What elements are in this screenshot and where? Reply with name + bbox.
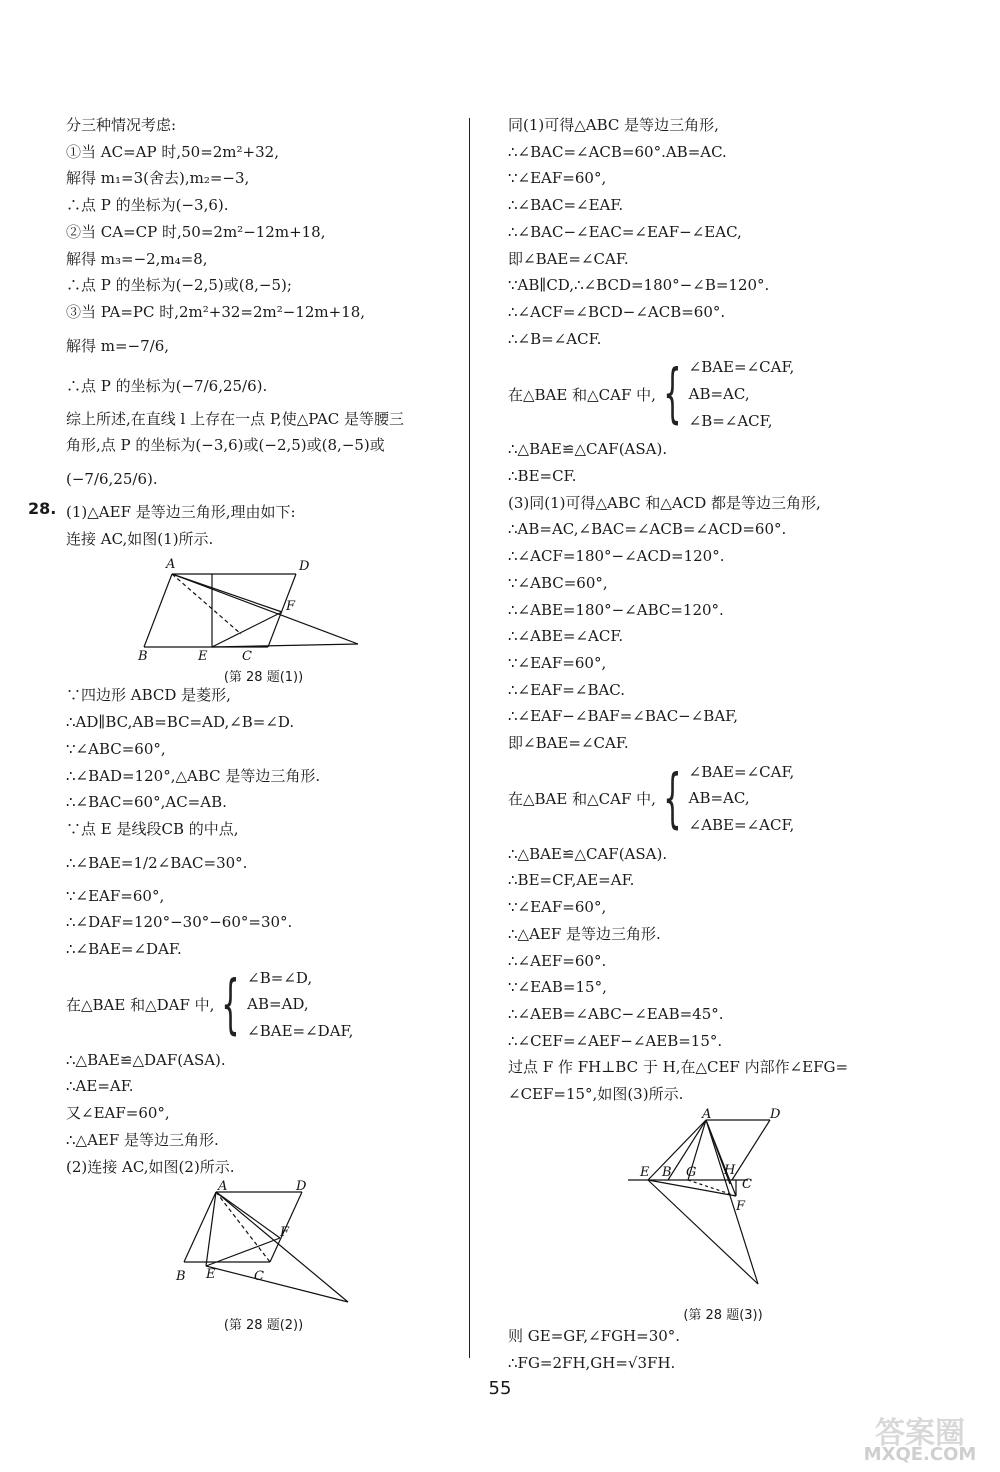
point-label-f: F (736, 1198, 746, 1214)
point-label-b: B (138, 649, 148, 663)
solution-line: ∵AB∥CD,∴∠BCD=180°−∠B=120°. (508, 276, 770, 295)
solution-line: ∵四边形 ABCD 是菱形, (66, 686, 231, 705)
solution-line: (3)同(1)可得△ABC 和△ACD 都是等边三角形, (508, 493, 821, 512)
solution-lines (66, 682, 461, 842)
point-label-a: A (702, 1107, 712, 1122)
solution-line: 解得 m₁=3(舍去),m₂=−3, (66, 169, 250, 188)
summary-line: 综上所述,在直线 l 上存在一点 P,使△PAC 是等腰三 (66, 409, 405, 428)
system-item: AB=AC, (688, 789, 750, 808)
solution-line: ∵∠EAF=60°, (508, 169, 607, 188)
solution-line: ∵∠ABC=60°, (508, 573, 608, 592)
point-label-e: E (206, 1267, 216, 1283)
solution-line: ∴∠EAF=∠BAC. (508, 680, 626, 699)
question-line: (1)△AEF 是等边三角形,理由如下: (66, 503, 296, 522)
solution-line: ∴BE=CF,AE=AF. (508, 871, 635, 890)
solution-line: ∴点 P 的坐标为(−2,5)或(8,−5); (66, 276, 292, 295)
page-number: 55 (488, 1378, 512, 1399)
solution-line: ∵∠EAF=60°, (66, 886, 165, 905)
solution-lines (66, 112, 461, 326)
watermark-logo (850, 1408, 990, 1468)
solution-line: ∴△BAE≌△CAF(ASA). (508, 844, 668, 863)
brace-icon: { (663, 761, 682, 836)
solution-line: (2)连接 AC,如图(2)所示. (66, 1157, 235, 1176)
solution-line: 分三种情况考虑: (66, 116, 177, 134)
summary-line: (−7/6,25/6). (66, 470, 158, 489)
system-item: AB=AC, (688, 384, 750, 403)
system-lead: 在△BAE 和△DAF 中, (66, 996, 215, 1015)
solution-line: ∴∠AEB=∠ABC−∠EAB=45°. (508, 1004, 724, 1023)
point-label-h: H (724, 1162, 736, 1178)
solution-line: ∴∠DAF=120°−30°−60°=30°. (66, 913, 293, 932)
point-label-c: C (254, 1269, 264, 1285)
solution-line: ∴点 P 的坐标为(−7/6,25/6). (66, 376, 268, 395)
point-label-d: D (770, 1107, 781, 1122)
solution-line: ∴△BAE≌△CAF(ASA). (508, 440, 668, 459)
system-item: AB=AD, (247, 995, 309, 1014)
system-item: ∠BAE=∠CAF, (688, 358, 795, 377)
solution-line: ∴∠BAC=60°,AC=AB. (66, 793, 227, 812)
question-28-header (28, 499, 461, 552)
solution-lines (508, 841, 938, 1108)
point-label-d: D (296, 1180, 307, 1195)
solution-line: ∴△AEF 是等边三角形. (508, 924, 661, 943)
solution-line: ∴AE=AF. (66, 1077, 134, 1096)
solution-line: ③当 PA=PC 时,2m²+32=2m²−12m+18, (66, 302, 366, 321)
question-number: 28. (28, 499, 57, 519)
solution-line: ∴AB=AC,∠BAC=∠ACB=∠ACD=60°. (508, 520, 787, 539)
watermark-url: MXQE.COM (863, 1444, 977, 1465)
brace-icon: { (663, 357, 682, 432)
column-divider (469, 118, 470, 1358)
system-item: ∠BAE=∠CAF, (688, 762, 795, 781)
equation-system (508, 352, 938, 436)
point-label-f: F (286, 599, 296, 615)
system-lead: 在△BAE 和△CAF 中, (508, 385, 656, 404)
figure-28-1 (66, 552, 461, 686)
figure-28-2 (66, 1180, 461, 1334)
figure-caption: (第 28 题(1)) (223, 670, 304, 686)
figure-caption: (第 28 题(2)) (223, 1318, 304, 1334)
solution-line: 解得 m=−7/6, (66, 336, 170, 355)
summary-lines (66, 406, 461, 459)
solution-line: ∵∠EAF=60°, (508, 898, 607, 917)
equation-system (66, 963, 461, 1047)
solution-line: 又∠EAF=60°, (66, 1104, 170, 1123)
figure-28-3-diagram (508, 1108, 938, 1300)
system-item: ∠ABE=∠ACF, (688, 816, 795, 835)
solution-line: ∴∠ACF=180°−∠ACD=120°. (508, 547, 725, 566)
solution-lines (508, 1323, 938, 1376)
solution-line: ∴△BAE≌△DAF(ASA). (66, 1050, 226, 1069)
solution-line: ∴BE=CF. (508, 467, 577, 486)
solution-line: ∴∠AEF=60°. (508, 951, 607, 970)
solution-line: ∴FG=2FH,GH=√3FH. (508, 1353, 676, 1372)
system-items (689, 759, 795, 839)
solution-line: 则 GE=GF,∠FGH=30°. (508, 1326, 681, 1345)
solution-lines (508, 112, 938, 352)
question-line: 连接 AC,如图(1)所示. (66, 529, 214, 548)
point-label-b: B (662, 1164, 672, 1180)
system-lead: 在△BAE 和△CAF 中, (508, 790, 656, 809)
solution-line: 即∠BAE=∠CAF. (508, 734, 629, 753)
solution-line: ∴∠BAC=∠ACB=60°.AB=AC. (508, 142, 727, 161)
question-28-lines (66, 499, 461, 552)
solution-line: ②当 CA=CP 时,50=2m²−12m+18, (66, 222, 326, 241)
system-item: ∠B=∠D, (247, 968, 313, 987)
solution-line: ∴∠BAC−∠EAC=∠EAF−∠EAC, (508, 222, 742, 241)
figure-28-1-diagram (66, 552, 461, 662)
solution-lines (508, 436, 938, 756)
solution-lines (66, 883, 461, 963)
watermark-text: 答案圈 (875, 1416, 965, 1451)
point-label-d: D (299, 559, 310, 575)
solution-line: ∴∠B=∠ACF. (508, 329, 602, 348)
solution-line: ∠CEF=15°,如图(3)所示. (508, 1085, 684, 1104)
point-label-a: A (166, 557, 176, 573)
point-label-a: A (218, 1180, 228, 1195)
equation-system (508, 757, 938, 841)
solution-line: ∴∠BAE=1/2∠BAC=30°. (66, 853, 248, 872)
system-items (247, 965, 353, 1045)
point-label-c: C (742, 1176, 752, 1192)
figure-caption: (第 28 题(3)) (683, 1307, 763, 1323)
figure-28-3 (508, 1108, 938, 1323)
system-item: ∠B=∠ACF, (688, 411, 773, 430)
solution-lines (66, 1047, 461, 1181)
brace-icon: { (221, 967, 240, 1042)
solution-line: ∴点 P 的坐标为(−3,6). (66, 196, 229, 215)
point-label-f: F (280, 1225, 290, 1241)
solution-line: ∴∠CEF=∠AEF−∠AEB=15°. (508, 1031, 723, 1050)
solution-line: ∴∠ACF=∠BCD−∠ACB=60°. (508, 302, 726, 321)
solution-line: ∴∠ABE=180°−∠ABC=120°. (508, 600, 724, 619)
solution-line: ∴∠BAD=120°,△ABC 是等边三角形. (66, 766, 321, 785)
solution-line: ∴AD∥BC,AB=BC=AD,∠B=∠D. (66, 713, 295, 732)
point-label-g: G (686, 1164, 697, 1180)
system-items (689, 354, 795, 434)
left-column (28, 112, 461, 1334)
right-column (508, 112, 938, 1376)
solution-line: ①当 AC=AP 时,50=2m²+32, (66, 142, 279, 161)
solution-line: ∵∠EAB=15°, (508, 978, 607, 997)
solution-line: ∴△AEF 是等边三角形. (66, 1130, 219, 1149)
solution-line: ∵点 E 是线段CB 的中点, (66, 819, 239, 838)
solution-line: ∵∠EAF=60°, (508, 653, 607, 672)
solution-line: ∴∠BAC=∠EAF. (508, 196, 624, 215)
solution-line: ∵∠ABC=60°, (66, 739, 166, 758)
solution-line: 解得 m₃=−2,m₄=8, (66, 249, 208, 268)
point-label-e: E (640, 1164, 650, 1180)
figure-28-2-diagram (66, 1180, 461, 1310)
point-label-b: B (176, 1269, 186, 1285)
summary-line: 角形,点 P 的坐标为(−3,6)或(−2,5)或(8,−5)或 (66, 436, 385, 455)
solution-line: ∴∠EAF−∠BAF=∠BAC−∠BAF, (508, 707, 739, 726)
solution-line: ∴∠BAE=∠DAF. (66, 940, 182, 959)
solution-line: 过点 F 作 FH⊥BC 于 H,在△CEF 内部作∠EFG= (508, 1058, 849, 1077)
system-item: ∠BAE=∠DAF, (247, 1022, 354, 1041)
solution-line: ∴∠ABE=∠ACF. (508, 627, 624, 646)
solution-line: 同(1)可得△ABC 是等边三角形, (508, 116, 719, 134)
solution-line: 即∠BAE=∠CAF. (508, 249, 629, 268)
point-label-e: E (198, 649, 208, 663)
point-label-c: C (242, 649, 252, 663)
